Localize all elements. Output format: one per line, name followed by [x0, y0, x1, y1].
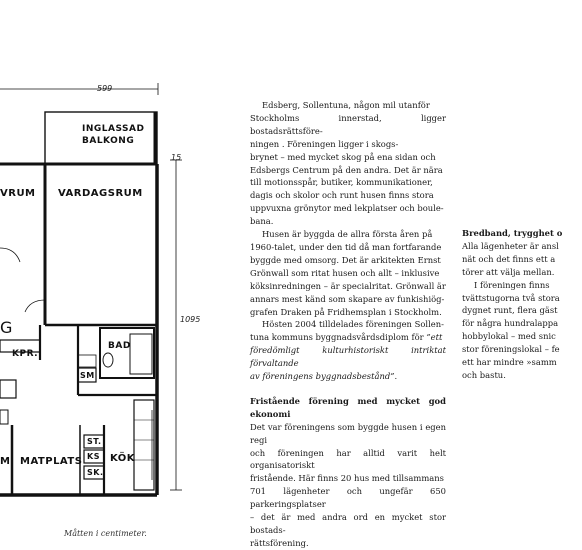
quote-start: ”ett	[426, 332, 443, 343]
middle-text-column	[250, 99, 446, 550]
label-matplats: MATPLATS	[20, 456, 83, 467]
line: Edsberg, Sollentuna, någon mil utanför	[262, 100, 430, 110]
line: grafen Draken på Fridhemsplan i Stockholm.	[250, 306, 442, 317]
paragraph-broadband	[462, 240, 582, 279]
right-text-column	[462, 227, 582, 382]
line: tuna kommuns byggnadsvårdsdiplom för	[250, 332, 424, 343]
line: Edsbergs Centrum på den andra. Det är nära	[250, 164, 443, 175]
label-kpr: KPR.	[12, 349, 39, 359]
line: stor föreningslokal – fe	[462, 344, 560, 355]
dimension-right-small: 15	[171, 153, 182, 162]
line: Grönwall som ritat husen och allt – inklusive	[250, 267, 440, 278]
label-sk: SK.	[87, 468, 104, 477]
line: I föreningen finns	[474, 279, 550, 290]
label-vardagsrum: VARDAGSRUM	[58, 188, 143, 199]
line: tvättstugorna två stora	[462, 292, 560, 303]
line: för några hundralappa	[462, 318, 559, 329]
plan-caption: Måtten i centimeter.	[64, 529, 147, 538]
line: dygnet runt, flera gäst	[462, 305, 558, 316]
label-inglassad: INGLASSAD	[82, 124, 145, 134]
line: fristående. Här finns 20 hus med tillsammans	[250, 473, 444, 484]
paragraph-economy	[250, 421, 446, 550]
line: byggde med omsorg. Det är arkitekten Ernst	[250, 254, 441, 265]
paragraph-intro	[250, 99, 446, 228]
section-heading-economy: Fristående förening med mycket god ekonomi	[250, 395, 446, 419]
line: uppvuxna grönytor med lekplatser och boule-	[250, 203, 444, 214]
label-balkong: BALKONG	[82, 136, 135, 146]
dimension-top: 599	[97, 84, 113, 93]
line: 1960-talet, under den tid då man fortfarande	[250, 241, 442, 252]
line: Det var föreningens som byggde husen i egen regi	[250, 421, 446, 445]
paragraph-history	[250, 228, 446, 318]
line: – det är med andra ord en mycket stor bostads-	[250, 512, 446, 535]
line: dagis och skolor och runt husen finns stora	[250, 190, 434, 201]
paragraph-diploma	[250, 318, 446, 383]
line: köksinredningen – är specialritat. Grönwall är	[250, 280, 446, 291]
quote-line: av föreningens byggnadsbestånd”.	[250, 371, 398, 382]
line: rättsförening.	[250, 537, 309, 548]
label-vrum: VRUM	[0, 188, 36, 199]
line: Stockholms innerstad, ligger bostadsrättsföre-	[250, 112, 446, 136]
label-ks: KS	[87, 452, 100, 461]
line: 701 lägenheter och ungefär 650 parkeringsplatser	[250, 486, 446, 510]
line: och bastu.	[462, 369, 506, 380]
line: annars mest känd som skapare av funkishiög-	[250, 293, 445, 304]
line: nät och det finns ett a	[462, 253, 556, 264]
label-g: G	[0, 318, 13, 337]
label-bad: BAD	[108, 341, 131, 351]
line: Hösten 2004 tilldelades föreningen Sollen-	[262, 319, 444, 330]
label-kok: KÖK	[110, 453, 136, 464]
label-st: ST.	[87, 437, 102, 446]
label-m: M	[0, 456, 11, 467]
line: ningen . Föreningen ligger i skogs-	[250, 138, 399, 149]
line: Husen är byggda de allra första åren på	[262, 229, 433, 240]
dimension-right: 1095	[180, 315, 201, 324]
quote-line: föredömligt kulturhistoriskt intriktat förvaltande	[250, 345, 446, 369]
label-sm: SM	[80, 371, 95, 380]
paragraph-facilities	[462, 279, 582, 382]
line: brynet – med mycket skog på ena sidan och	[250, 151, 436, 162]
line: törer att välja mellan.	[462, 266, 555, 277]
line: till motionsspår, butiker, kommunikationer,	[250, 177, 433, 188]
floor-plan	[0, 0, 200, 550]
line: hobbylokal – med snic	[462, 331, 556, 342]
line: och föreningen har alltid varit helt organisatoriskt	[250, 447, 446, 471]
line: Alla lägenheter är ansl	[462, 240, 559, 251]
section-heading-broadband: Bredband, trygghet o	[462, 228, 563, 238]
line: bana.	[250, 216, 274, 227]
line: ett har mindre »samm	[462, 357, 557, 368]
